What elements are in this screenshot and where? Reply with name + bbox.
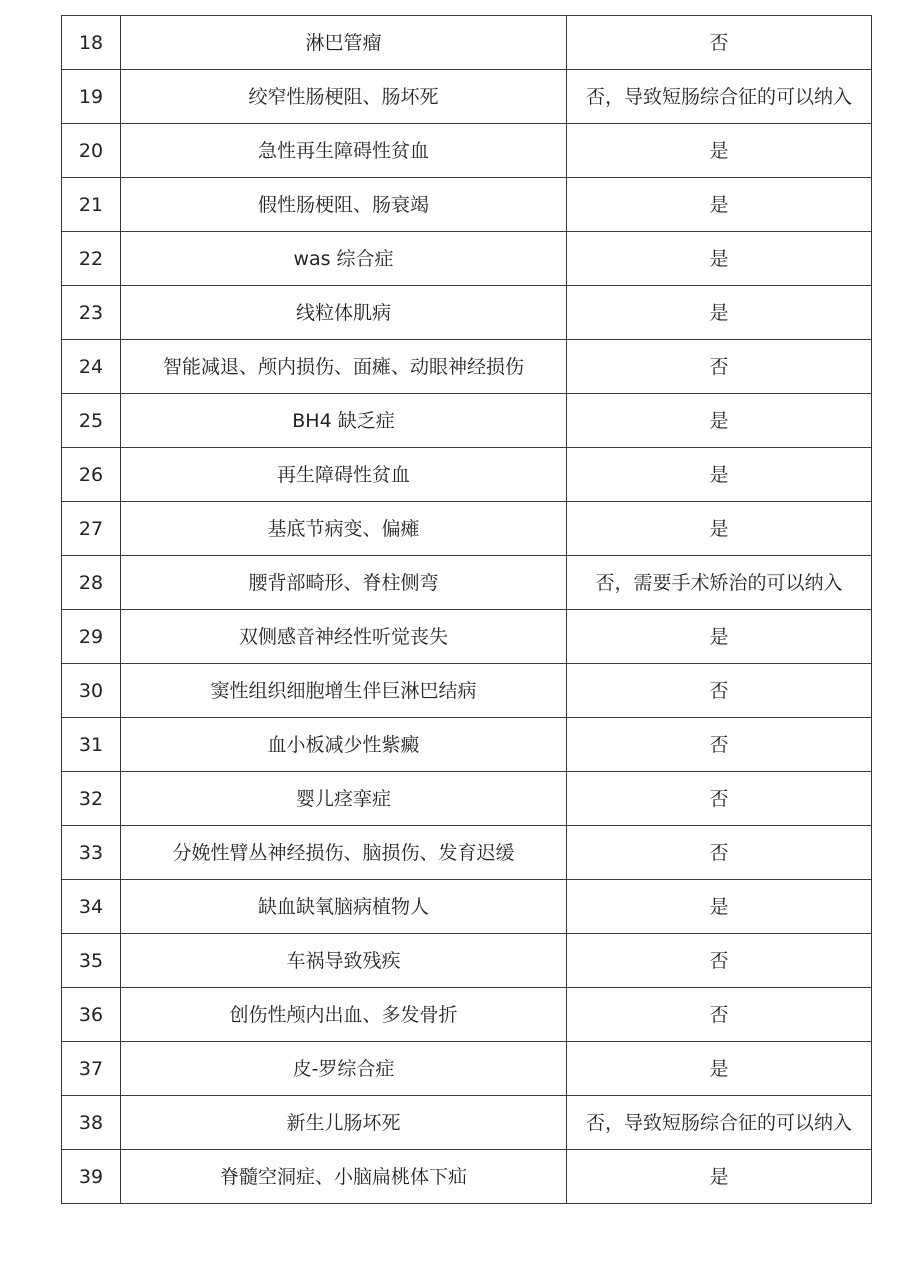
condition-name-cell: 缺血缺氧脑病植物人 [121, 880, 567, 934]
row-number-cell: 23 [62, 286, 121, 340]
eligibility-cell: 是 [567, 502, 872, 556]
table-row [62, 1096, 872, 1150]
row-number-cell: 37 [62, 1042, 121, 1096]
condition-name-cell: 车祸导致残疾 [121, 934, 567, 988]
table-row [62, 232, 872, 286]
eligibility-cell: 是 [567, 286, 872, 340]
row-number-cell: 35 [62, 934, 121, 988]
condition-name-cell: 血小板减少性紫癜 [121, 718, 567, 772]
table-row [62, 178, 872, 232]
eligibility-cell: 否，导致短肠综合征的可以纳入 [567, 70, 872, 124]
eligibility-cell: 否，需要手术矫治的可以纳入 [567, 556, 872, 610]
eligibility-cell: 是 [567, 1150, 872, 1204]
table-row [62, 340, 872, 394]
table-row [62, 556, 872, 610]
condition-name-cell: 窦性组织细胞增生伴巨淋巴结病 [121, 664, 567, 718]
eligibility-cell: 否 [567, 340, 872, 394]
eligibility-cell: 是 [567, 178, 872, 232]
row-number-cell: 36 [62, 988, 121, 1042]
condition-name-cell: BH4 缺乏症 [121, 394, 567, 448]
table-row [62, 1150, 872, 1204]
table-row [62, 880, 872, 934]
table-row [62, 394, 872, 448]
eligibility-cell: 否，导致短肠综合征的可以纳入 [567, 1096, 872, 1150]
row-number-cell: 26 [62, 448, 121, 502]
table-row [62, 16, 872, 70]
eligibility-cell: 是 [567, 610, 872, 664]
table-row [62, 70, 872, 124]
eligibility-cell: 否 [567, 988, 872, 1042]
condition-name-cell: 分娩性臂丛神经损伤、脑损伤、发育迟缓 [121, 826, 567, 880]
condition-name-cell: 脊髓空洞症、小脑扁桃体下疝 [121, 1150, 567, 1204]
condition-name-cell: 创伤性颅内出血、多发骨折 [121, 988, 567, 1042]
row-number-cell: 27 [62, 502, 121, 556]
eligibility-cell: 是 [567, 394, 872, 448]
eligibility-cell: 是 [567, 1042, 872, 1096]
row-number-cell: 18 [62, 16, 121, 70]
row-number-cell: 32 [62, 772, 121, 826]
row-number-cell: 34 [62, 880, 121, 934]
condition-name-cell: 双侧感音神经性听觉丧失 [121, 610, 567, 664]
row-number-cell: 25 [62, 394, 121, 448]
table-body [62, 16, 872, 1204]
row-number-cell: 22 [62, 232, 121, 286]
table-row [62, 124, 872, 178]
condition-name-cell: 基底节病变、偏瘫 [121, 502, 567, 556]
eligibility-cell: 否 [567, 664, 872, 718]
row-number-cell: 31 [62, 718, 121, 772]
table-row [62, 502, 872, 556]
condition-name-cell: 淋巴管瘤 [121, 16, 567, 70]
table-row [62, 988, 872, 1042]
eligibility-cell: 是 [567, 232, 872, 286]
eligibility-cell: 否 [567, 826, 872, 880]
eligibility-cell: 是 [567, 880, 872, 934]
table-row [62, 772, 872, 826]
condition-name-cell: 绞窄性肠梗阻、肠坏死 [121, 70, 567, 124]
table-row [62, 664, 872, 718]
table-row [62, 1042, 872, 1096]
eligibility-cell: 是 [567, 124, 872, 178]
row-number-cell: 33 [62, 826, 121, 880]
row-number-cell: 30 [62, 664, 121, 718]
table-row [62, 448, 872, 502]
condition-name-cell: 急性再生障碍性贫血 [121, 124, 567, 178]
eligibility-cell: 否 [567, 934, 872, 988]
condition-name-cell: 线粒体肌病 [121, 286, 567, 340]
condition-name-cell: 腰背部畸形、脊柱侧弯 [121, 556, 567, 610]
eligibility-cell: 是 [567, 448, 872, 502]
condition-name-cell: 智能减退、颅内损伤、面瘫、动眼神经损伤 [121, 340, 567, 394]
condition-name-cell: 再生障碍性贫血 [121, 448, 567, 502]
eligibility-table [61, 15, 872, 1204]
condition-name-cell: 假性肠梗阻、肠衰竭 [121, 178, 567, 232]
condition-name-cell: 皮-罗综合症 [121, 1042, 567, 1096]
condition-name-cell: 婴儿痉挛症 [121, 772, 567, 826]
table-row [62, 718, 872, 772]
row-number-cell: 29 [62, 610, 121, 664]
table-row [62, 826, 872, 880]
eligibility-cell: 否 [567, 772, 872, 826]
table-row [62, 934, 872, 988]
row-number-cell: 28 [62, 556, 121, 610]
row-number-cell: 24 [62, 340, 121, 394]
row-number-cell: 38 [62, 1096, 121, 1150]
row-number-cell: 19 [62, 70, 121, 124]
row-number-cell: 20 [62, 124, 121, 178]
row-number-cell: 21 [62, 178, 121, 232]
row-number-cell: 39 [62, 1150, 121, 1204]
eligibility-cell: 否 [567, 16, 872, 70]
eligibility-cell: 否 [567, 718, 872, 772]
condition-name-cell: was 综合症 [121, 232, 567, 286]
table-row [62, 610, 872, 664]
condition-name-cell: 新生儿肠坏死 [121, 1096, 567, 1150]
table-row [62, 286, 872, 340]
